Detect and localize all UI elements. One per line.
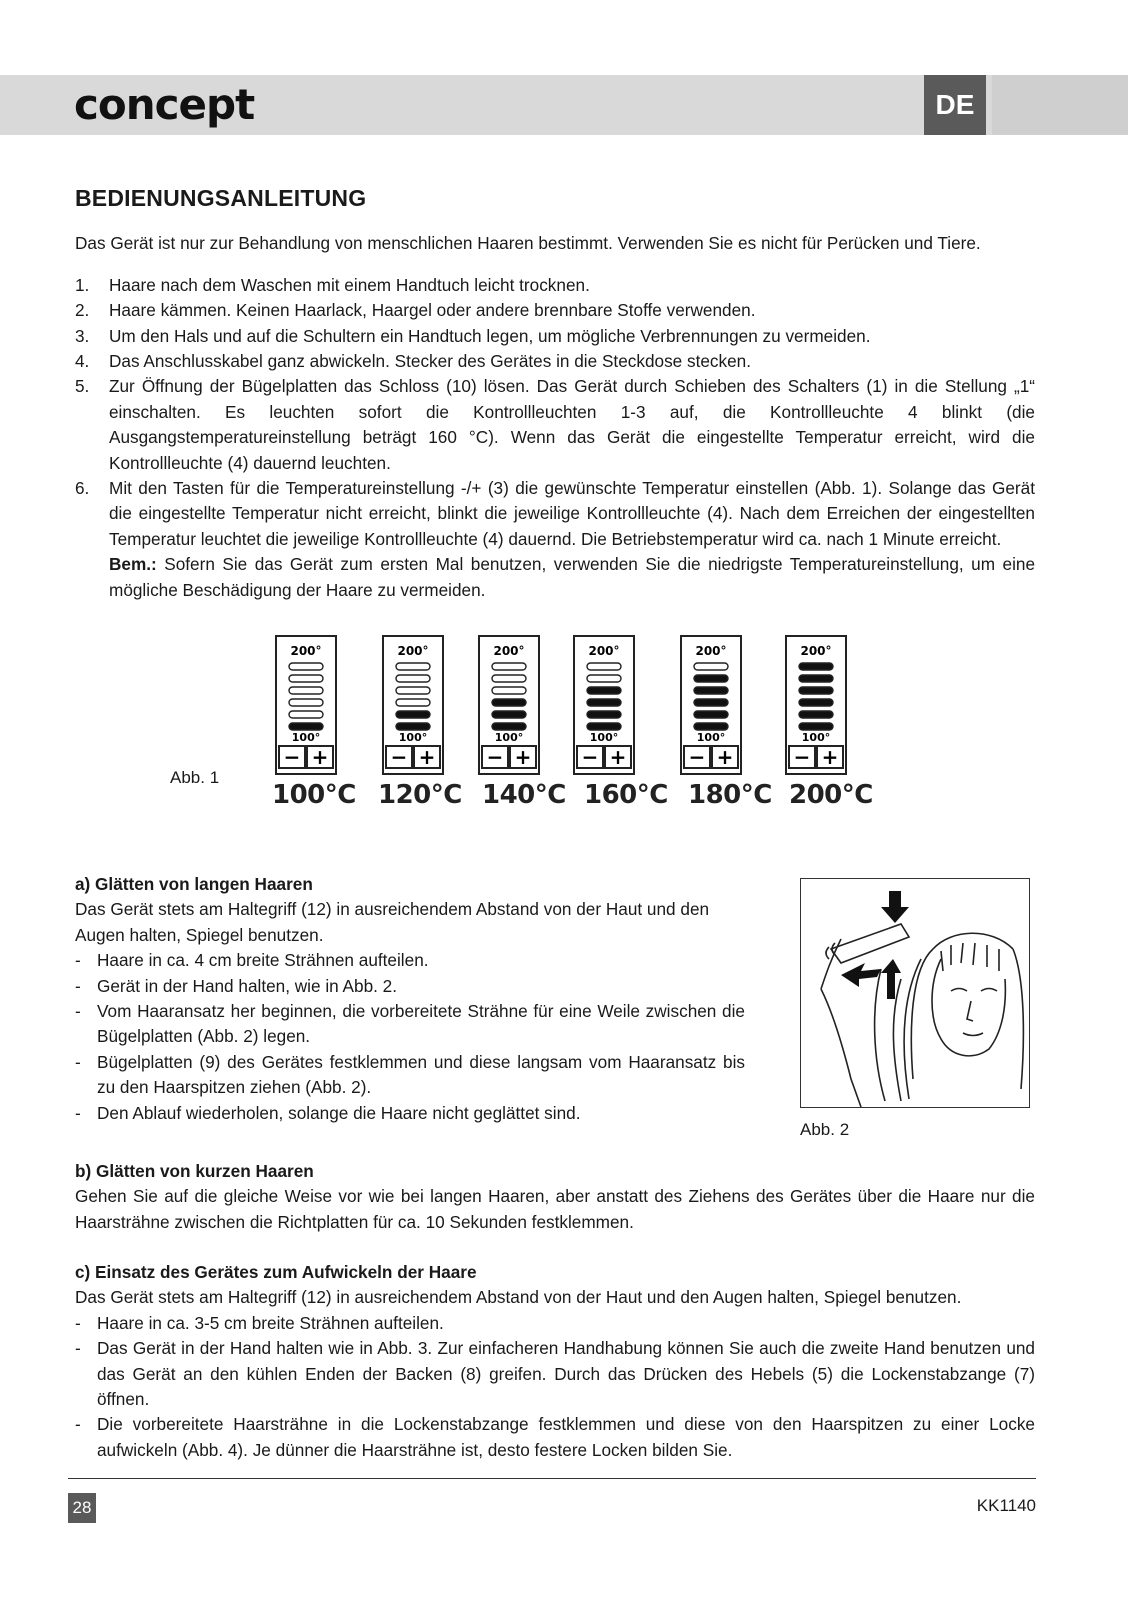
indicator-bar-lit — [799, 711, 833, 718]
list-item-text: Bügelplatten (9) des Gerätes festklemmen und diese langsam vom Haaransatz bis zu den Haarspitzen ziehen (Abb. 2). — [97, 1051, 745, 1098]
step-text: Um den Hals und auf die Schultern ein Handtuch legen, um mögliche Verbrennungen zu vermeiden. — [109, 325, 871, 346]
step-number: 2. — [75, 300, 90, 321]
minus-button-icon-glyph: − — [793, 745, 811, 769]
plus-button-icon-glyph: + — [311, 745, 329, 769]
temperature-label: 100°C — [272, 780, 356, 810]
temperature-indicator — [680, 635, 742, 775]
plus-button-icon-glyph: + — [821, 745, 839, 769]
indicator-bar-off — [289, 687, 323, 694]
indicator-bar-lit — [694, 687, 728, 694]
brand-logo: concept — [74, 80, 255, 129]
list-item-text: Das Gerät in der Hand halten wie in Abb. 3. Zur einfacheren Handhabung können Sie auch die zweite Hand benutzen und das Gerät an den kühlen Enden der Backen (8) greifen. Durch das Drücken des Hebels (5) die Lockenstabzange (7) öffnen. — [97, 1338, 1035, 1410]
temperature-indicator — [478, 635, 540, 775]
indicator-bar-lit — [289, 723, 323, 730]
plus-button-icon-glyph: + — [514, 745, 532, 769]
list-item — [75, 324, 1035, 349]
intro-text: Das Gerät ist nur zur Behandlung von menschlichen Haaren bestimmt. Verwenden Sie es nicht für Perücken und Tiere. — [75, 233, 981, 254]
indicator-bar-lit — [492, 711, 526, 718]
indicator-bar-lit — [694, 699, 728, 706]
indicator-bottom-mark: 100° — [291, 731, 321, 744]
step-number: 6. — [75, 478, 90, 499]
indicator-bar-off — [396, 699, 430, 706]
indicator-bar-off — [694, 663, 728, 670]
language-tab: DE — [924, 75, 986, 135]
note-text: Sofern Sie das Gerät zum ersten Mal benutzen, verwenden Sie die niedrigste Temperatureinstellung, um eine mögliche Beschädigung der Haare zu vermeiden. — [109, 554, 1035, 600]
section-b-heading: b) Glätten von kurzen Haaren — [75, 1161, 314, 1181]
indicator-bar-lit — [492, 699, 526, 706]
indicator-top-mark: 200° — [290, 644, 322, 658]
indicator-top-mark: 200° — [493, 644, 525, 658]
indicator-bar-off — [492, 663, 526, 670]
figure-2-illustration — [800, 878, 1030, 1108]
hair-straightener-illustration — [801, 879, 1029, 1107]
section-b-text: Gehen Sie auf die gleiche Weise vor wie bei langen Haaren, aber anstatt des Ziehens des Gerätes über die Haare nur die Haarsträhne zwischen die Richtplatten für ca. 10 Sekunden festklemmen. — [75, 1186, 1035, 1232]
list-item — [75, 374, 1035, 476]
indicator-bar-off — [587, 663, 621, 670]
step-number: 5. — [75, 376, 90, 397]
indicator-bar-lit — [694, 711, 728, 718]
indicator-bar-off — [396, 663, 430, 670]
temperature-label: 200°C — [789, 780, 873, 810]
note — [109, 552, 1035, 603]
section-c-intro: Das Gerät stets am Haltegriff (12) in ausreichendem Abstand von der Haut und den Augen halten, Spiegel benutzen. — [75, 1287, 962, 1308]
temperature-indicator — [573, 635, 635, 775]
indicator-top-mark: 200° — [397, 644, 429, 658]
indicator-bar-lit — [694, 675, 728, 682]
section-c — [75, 1260, 1035, 1463]
list-item-text: Haare in ca. 3-5 cm breite Strähnen aufteilen. — [97, 1312, 444, 1333]
footer-divider — [68, 1478, 1036, 1479]
step-text: Das Anschlusskabel ganz abwickeln. Stecker des Gerätes in die Steckdose stecken. — [109, 351, 752, 372]
indicator-bar-lit — [396, 723, 430, 730]
list-item-text: Haare in ca. 4 cm breite Strähnen aufteilen. — [97, 950, 429, 971]
list-item-text: Den Ablauf wiederholen, solange die Haare nicht geglättet sind. — [97, 1102, 581, 1123]
section-b — [75, 1159, 1035, 1235]
plus-button-icon-glyph: + — [716, 745, 734, 769]
indicator-bar-off — [289, 699, 323, 706]
list-item-text: Die vorbereitete Haarsträhne in die Lockenstabzange festklemmen und diese von den Haarspitzen zu einer Locke aufwickeln (Abb. 4). Je dünner die Haarsträhne ist, desto festere Locken bilden Sie. — [97, 1414, 1035, 1460]
plus-button-icon-glyph: + — [418, 745, 436, 769]
section-a-heading: a) Glätten von langen Haaren — [75, 874, 313, 894]
step-text: Haare nach dem Waschen mit einem Handtuch leicht trocknen. — [109, 274, 590, 295]
note-label: Bem.: — [109, 554, 157, 575]
indicator-bar-lit — [799, 675, 833, 682]
section-a-intro: Das Gerät stets am Haltegriff (12) in ausreichendem Abstand von der Haut und den Augen halten, Spiegel benutzen. — [75, 899, 710, 945]
indicator-bar-lit — [799, 663, 833, 670]
temperature-indicator — [275, 635, 337, 775]
figure-1-label: Abb. 1 — [170, 768, 220, 787]
page-title: BEDIENUNGSANLEITUNG — [75, 185, 367, 211]
list-item — [75, 298, 1035, 323]
list-item: - Vom Haaransatz her beginnen, die vorbereitete Strähne für eine Weile zwischen die Bügelplatten (Abb. 2) legen. — [75, 1001, 745, 1047]
indicator-bar-lit — [587, 687, 621, 694]
list-item: - Das Gerät in der Hand halten wie in Abb. 3. Zur einfacheren Handhabung können Sie auch die zweite Hand benutzen und das Gerät an den kühlen Enden der Backen (8) greifen. Durch das Drücken des Hebels (5) die Lockenstabzange (7) öffnen. — [75, 1338, 1035, 1410]
minus-button-icon-glyph: − — [283, 745, 301, 769]
list-item — [75, 273, 1035, 298]
indicator-bar-lit — [587, 723, 621, 730]
step-number: 1. — [75, 274, 90, 295]
indicator-top-mark: 200° — [588, 644, 620, 658]
indicator-bottom-mark: 100° — [589, 731, 619, 744]
indicator-bottom-mark: 100° — [696, 731, 726, 744]
section-a — [75, 872, 745, 1126]
indicator-bottom-mark: 100° — [494, 731, 524, 744]
indicator-bar-off — [289, 711, 323, 718]
temperature-label: 120°C — [378, 780, 462, 810]
indicator-bar-lit — [587, 699, 621, 706]
model-number: KK1140 — [976, 1496, 1036, 1515]
indicator-top-mark: 200° — [695, 644, 727, 658]
figure-2-label: Abb. 2 — [800, 1120, 850, 1139]
plus-button-icon-glyph: + — [609, 745, 627, 769]
indicator-bottom-mark: 100° — [398, 731, 428, 744]
indicator-bar-lit — [799, 687, 833, 694]
temperature-label: 160°C — [584, 780, 668, 810]
step-text: Zur Öffnung der Bügelplatten das Schloss (10) lösen. Das Gerät durch Schieben des Schalters (1) in die Stellung „1“ einschalten. Es leuchten sofort die Kontrollleuchten 1-3 auf, die Kontrollleuchte 4 blinkt (die Ausgangstemperatureinstellung beträgt 160 °C). Wenn das Gerät die eingestellte Temperatur erreicht, wird die Kontrollleuchte (4) dauernd leuchten. — [109, 376, 1035, 473]
indicator-bar-off — [492, 687, 526, 694]
step-number: 3. — [75, 325, 90, 346]
list-item — [75, 349, 1035, 374]
page-number: 28 — [68, 1493, 96, 1523]
minus-button-icon-glyph: − — [581, 745, 599, 769]
indicator-bottom-mark: 100° — [801, 731, 831, 744]
list-item: - Haare in ca. 3-5 cm breite Strähnen aufteilen. — [75, 1312, 444, 1333]
steps-list — [75, 273, 1035, 603]
indicator-bar-off — [289, 663, 323, 670]
indicator-bar-off — [396, 675, 430, 682]
indicator-bar-lit — [492, 723, 526, 730]
step-text: Mit den Tasten für die Temperatureinstellung -/+ (3) die gewünschte Temperatur einstellen (Abb. 1). Solange das Gerät die eingestellte Temperatur nicht erreicht, blinkt die jeweilige Kontrollleuchte (4). Nach dem Erreichen der eingestellten Temperatur leuchtet die jeweilige Kontrollleuchte (4) dauernd. Die Betriebstemperatur wird ca. nach 1 Minute erreicht. — [109, 478, 1035, 549]
section-a-list — [75, 948, 745, 1126]
indicator-bar-lit — [396, 711, 430, 718]
indicator-bar-off — [492, 675, 526, 682]
header-bar-right — [992, 75, 1128, 135]
step-text: Haare kämmen. Keinen Haarlack, Haargel oder andere brennbare Stoffe verwenden. — [109, 300, 756, 321]
list-item — [75, 476, 1035, 603]
indicator-top-mark: 200° — [800, 644, 832, 658]
list-item: - Die vorbereitete Haarsträhne in die Lockenstabzange festklemmen und diese von den Haarspitzen zu einer Locke aufwickeln (Abb. 4). Je dünner die Haarsträhne ist, desto festere Locken bilden Sie. — [75, 1414, 1035, 1460]
temperature-label: 180°C — [688, 780, 772, 810]
list-item: - Bügelplatten (9) des Gerätes festklemmen und diese langsam vom Haaransatz bis zu den Haarspitzen ziehen (Abb. 2). — [75, 1051, 745, 1098]
list-item: - Haare in ca. 4 cm breite Strähnen aufteilen. — [75, 950, 429, 971]
section-c-heading: c) Einsatz des Gerätes zum Aufwickeln der Haare — [75, 1262, 477, 1282]
minus-button-icon-glyph: − — [688, 745, 706, 769]
list-item-text: Gerät in der Hand halten, wie in Abb. 2. — [97, 975, 398, 996]
indicator-bar-lit — [799, 699, 833, 706]
list-item: - Den Ablauf wiederholen, solange die Haare nicht geglättet sind. — [75, 1102, 581, 1123]
indicator-bar-lit — [799, 723, 833, 730]
minus-button-icon-glyph: − — [390, 745, 408, 769]
section-c-list — [75, 1311, 1035, 1463]
temperature-indicator — [785, 635, 847, 775]
indicator-bar-off — [289, 675, 323, 682]
indicator-bar-off — [396, 687, 430, 694]
indicator-bar-lit — [694, 723, 728, 730]
minus-button-icon-glyph: − — [486, 745, 504, 769]
indicator-bar-lit — [587, 711, 621, 718]
indicator-bar-off — [587, 675, 621, 682]
list-item-text: Vom Haaransatz her beginnen, die vorbereitete Strähne für eine Weile zwischen die Bügelplatten (Abb. 2) legen. — [97, 1001, 745, 1047]
list-item: - Gerät in der Hand halten, wie in Abb. 2. — [75, 975, 398, 996]
temperature-label: 140°C — [482, 780, 566, 810]
temperature-indicator — [382, 635, 444, 775]
step-number: 4. — [75, 351, 90, 372]
main-content — [75, 186, 1035, 603]
